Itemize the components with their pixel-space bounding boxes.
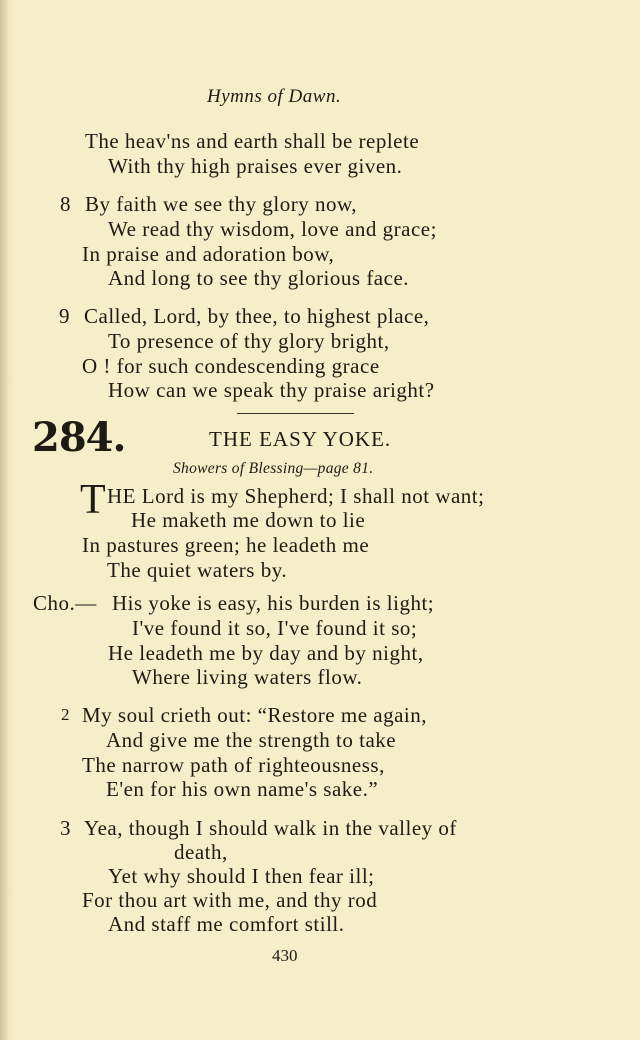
running-header: Hymns of Dawn. [207,86,342,107]
page-number: 430 [272,946,298,965]
verse-number: 8 [60,192,71,216]
verse-line: The narrow path of righteousness, [82,753,385,777]
chorus-line: I've found it so, I've found it so; [132,616,418,640]
verse-line: The quiet waters by. [107,558,288,582]
hymn-title: THE EASY YOKE. [209,427,392,451]
verse-line: My soul crieth out: “Restore me again, [82,703,428,727]
verse-line: With thy high praises ever given. [108,154,403,178]
verse-line: Called, Lord, by thee, to highest place, [84,304,430,328]
verse-line: In pastures green; he leadeth me [82,533,370,557]
chorus-line: He leadeth me by day and by night, [108,641,424,665]
tune-reference: Showers of Blessing—page 81. [173,460,374,477]
verse-number: 9 [59,304,70,328]
verse-line: He maketh me down to lie [131,508,366,532]
verse-line: In praise and adoration bow, [82,242,335,266]
verse-line: The heav'ns and earth shall be replete [85,129,420,153]
chorus-line: Where living waters flow. [132,665,363,689]
verse-line: We read thy wisdom, love and grace; [108,217,437,241]
verse-line: Yea, though I should walk in the valley of [84,816,457,840]
hymn-number: 284. [32,414,126,461]
chorus-line: His yoke is easy, his burden is light; [112,591,435,615]
page-binding-edge [0,0,14,1040]
drop-cap: T [80,477,106,523]
verse-line: Yet why should I then fear ill; [108,864,375,888]
verse-number: 3 [60,816,71,840]
verse-line: HE Lord is my Shepherd; I shall not want; [107,484,485,508]
verse-line: To presence of thy glory bright, [108,329,390,353]
verse-number: 2 [61,705,70,724]
verse-line: For thou art with me, and thy rod [82,888,378,912]
verse-line: death, [174,840,228,864]
verse-line: By faith we see thy glory now, [85,192,358,216]
verse-line: O ! for such condescending grace [82,354,380,378]
verse-line: And long to see thy glorious face. [108,266,410,290]
verse-line: How can we speak thy praise aright? [108,378,435,402]
verse-line: E'en for his own name's sake.” [106,777,379,801]
verse-line: And give me the strength to take [106,728,397,752]
section-divider [237,413,354,414]
verse-line: And staff me comfort still. [108,912,345,936]
chorus-label: Cho.— [33,591,97,615]
